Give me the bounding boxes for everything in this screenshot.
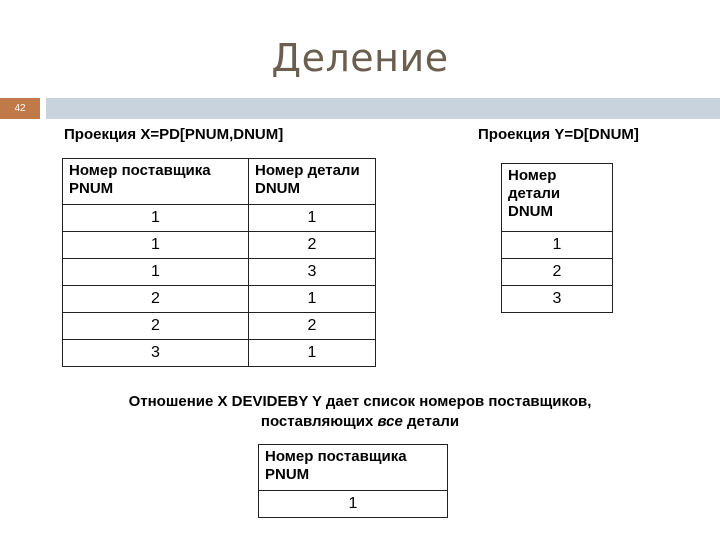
table-cell: 3 [502,286,613,313]
table-cell: 2 [249,232,376,259]
table-cell: 1 [259,491,448,518]
table-cell: 2 [63,286,249,313]
table-cell: 1 [249,340,376,367]
table-cell: 2 [502,259,613,286]
table-row [502,286,613,313]
table-row [63,286,376,313]
column-header: Номер поставщика PNUM [63,159,249,205]
table-row [63,259,376,286]
table-cell: 3 [249,259,376,286]
table-row [502,232,613,259]
left-projection-table [62,158,376,367]
column-header: Номер поставщика PNUM [259,445,448,491]
header-bar [46,98,720,119]
table-row [63,313,376,340]
right-projection-caption: Проекция Y=D[DNUM] [478,126,639,143]
table-cell: 1 [63,259,249,286]
division-statement: Отношение X DEVIDEBY Y дает список номеров поставщиков, поставляющих все детали [128,393,592,430]
table-cell: 1 [502,232,613,259]
emphasis-text: все [377,413,403,430]
column-header: Номер детали DNUM [502,164,613,232]
table-cell: 2 [63,313,249,340]
table-cell: 1 [249,205,376,232]
table-cell: 1 [63,232,249,259]
table-row [259,491,448,518]
table-cell: 1 [249,286,376,313]
left-projection-caption: Проекция X=PD[PNUM,DNUM] [64,126,284,143]
column-header: Номер детали DNUM [249,159,376,205]
right-projection-table [501,163,613,313]
table-cell: 1 [63,205,249,232]
table-row [502,259,613,286]
table-cell: 3 [63,340,249,367]
slide-title: Деление [271,36,449,80]
table-row [63,340,376,367]
table-row [63,232,376,259]
result-table [258,444,448,518]
slide-number: 42 [0,98,40,119]
table-row [63,205,376,232]
table-cell: 2 [249,313,376,340]
